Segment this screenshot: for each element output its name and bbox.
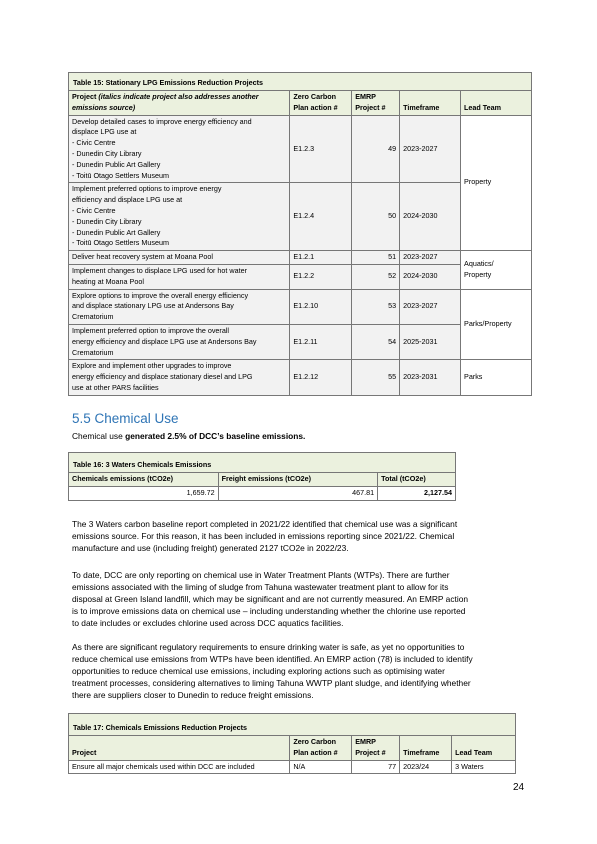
table-16-chemicals-emissions [68, 452, 456, 501]
lead-team-cell: Parks [461, 360, 532, 395]
timeframe-cell: 2025-2031 [400, 324, 461, 359]
paragraph-reporting: To date, DCC are only reporting on chemical use in Water Treatment Plants (WTPs). There are further emissions associated with the liming of sludge from Tahuna wastewater treatment plant to allow for its disposal at Green Island landfill, which may be significant and are not currently measured. An EMRP action is to improve emissions data on chemical use – including understanding whether the chlorine use reported to date includes or excludes chlorine used across DCC aquatics facilities. [72, 570, 469, 628]
column-header-emrp: EMRP Project # [352, 736, 400, 761]
emrp-cell: 49 [352, 115, 400, 183]
project-cell: Develop detailed cases to improve energy efficiency and displace LPG use at - Civic Centre - Dunedin City Library - Dunedin Public Art Gallery - Toitū Otago Settlers Museum [69, 115, 290, 183]
column-header-zero-carbon: Zero Carbon Plan action # [290, 91, 352, 116]
table-row [69, 360, 532, 395]
lead-team-cell: 3 Waters [452, 760, 516, 774]
total-value: 2,127.54 [378, 486, 456, 500]
column-header-project: Project (italics indicate project also addresses another emissions source) [69, 91, 290, 116]
action-cell: E1.2.11 [290, 324, 352, 359]
table-row [69, 760, 516, 774]
column-header-timeframe: Timeframe [400, 736, 452, 761]
timeframe-cell: 2023-2027 [400, 115, 461, 183]
table-row [69, 486, 456, 500]
emrp-cell: 77 [352, 760, 400, 774]
lead-team-cell: Aquatics/ Property [461, 251, 532, 289]
action-cell: E1.2.10 [290, 289, 352, 324]
column-header-lead-team: Lead Team [461, 91, 532, 116]
lead-team-cell: Property [461, 115, 532, 251]
table-caption: Table 16: 3 Waters Chemicals Emissions [69, 453, 456, 473]
project-cell: Explore options to improve the overall energy efficiency and displace stationary LPG use at Andersons Bay Crematorium [69, 289, 290, 324]
action-cell: E1.2.4 [290, 183, 352, 251]
action-cell: E1.2.1 [290, 251, 352, 265]
emrp-cell: 52 [352, 264, 400, 289]
column-header-lead-team: Lead Team [452, 736, 516, 761]
freight-value: 467.81 [218, 486, 378, 500]
column-header-timeframe: Timeframe [400, 91, 461, 116]
project-cell: Implement changes to displace LPG used for hot water heating at Moana Pool [69, 264, 290, 289]
table-17-chemicals-projects [68, 713, 516, 774]
lead-team-cell: Parks/Property [461, 289, 532, 360]
column-header-total: Total (tCO2e) [378, 473, 456, 487]
emrp-cell: 55 [352, 360, 400, 395]
column-header-project: Project [69, 736, 290, 761]
project-cell: Deliver heat recovery system at Moana Pool [69, 251, 290, 265]
action-cell: E1.2.12 [290, 360, 352, 395]
section-heading: 5.5 Chemical Use [72, 411, 179, 426]
paragraph-regulatory: As there are significant regulatory requirements to ensure drinking water is safe, as yet no opportunities to reduce chemical use emissions from WTPs have been identified. An EMRP action (78) is included to identify opportunities to reduce chemical use emissions, including exploring actions such as optimising water treatment processes, considering alternatives to liming Tahuna WWTP plant sludge, and identifying whether there are suppliers closer to Dunedin to reduce freight emissions. [72, 642, 473, 700]
column-header-zero-carbon: Zero Carbon Plan action # [290, 736, 352, 761]
paragraph-baseline: The 3 Waters carbon baseline report completed in 2021/22 identified that chemical use was a significant emissions source. For this reason, it has been included in emissions reporting since 2021/22. Chemical manufacture and use (including freight) generated 2127 tCO2e in 2022/23. [72, 519, 458, 553]
timeframe-cell: 2024-2030 [400, 264, 461, 289]
chemicals-value: 1,659.72 [69, 486, 219, 500]
project-cell: Ensure all major chemicals used within DCC are included [69, 760, 290, 774]
table-caption: Table 15: Stationary LPG Emissions Reduction Projects [69, 73, 532, 91]
emrp-cell: 54 [352, 324, 400, 359]
table-row [69, 289, 532, 324]
table-row [69, 115, 532, 183]
column-header-emrp: EMRP Project # [352, 91, 400, 116]
table-caption: Table 17: Chemicals Emissions Reduction Projects [69, 714, 516, 736]
project-cell: Explore and implement other upgrades to improve energy efficiency and displace stationary diesel and LPG use at other PARS facilities [69, 360, 290, 395]
timeframe-cell: 2024-2030 [400, 183, 461, 251]
project-cell: Implement preferred option to improve the overall energy efficiency and displace LPG use at Andersons Bay Crematorium [69, 324, 290, 359]
table-row [69, 251, 532, 265]
table-15-lpg-projects [68, 72, 532, 396]
timeframe-cell: 2023-2027 [400, 251, 461, 265]
emrp-cell: 51 [352, 251, 400, 265]
timeframe-cell: 2023/24 [400, 760, 452, 774]
timeframe-cell: 2023-2031 [400, 360, 461, 395]
action-cell: E1.2.3 [290, 115, 352, 183]
action-cell: E1.2.2 [290, 264, 352, 289]
emrp-cell: 50 [352, 183, 400, 251]
project-cell: Implement preferred options to improve energy efficiency and displace LPG use at - Civic Centre - Dunedin City Library - Dunedin Public Art Gallery - Toitū Otago Settlers Museum [69, 183, 290, 251]
column-header-chemicals: Chemicals emissions (tCO2e) [69, 473, 219, 487]
emrp-cell: 53 [352, 289, 400, 324]
section-intro: Chemical use generated 2.5% of DCC’s baseline emissions. [72, 431, 306, 441]
action-cell: N/A [290, 760, 352, 774]
timeframe-cell: 2023-2027 [400, 289, 461, 324]
column-header-freight: Freight emissions (tCO2e) [218, 473, 378, 487]
page-number: 24 [513, 782, 525, 793]
